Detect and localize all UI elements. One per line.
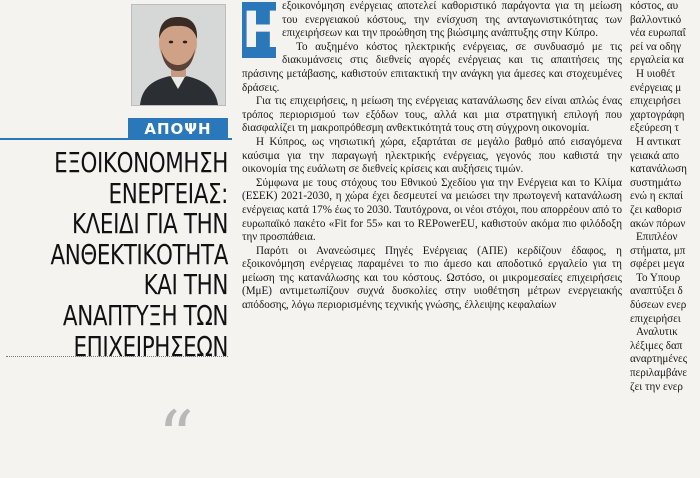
continuation-line: νέα ευρωπαΐ [630,27,686,40]
continuation-line: στήματα, μπ [630,244,686,257]
article-headline [4,148,228,362]
dropcap: Η [242,1,284,59]
continuation-line: Το Υπουρ [636,271,681,284]
author-portrait-image [132,5,225,105]
section-divider [0,138,232,140]
continuation-line: ακών πόρων [630,217,686,230]
article-paragraph: Η Κύπρος, ως νησιωτική χώρα, εξαρτάται σε μεγάλο βαθμό από εισαγόμενα καύσιμα για την παραγωγή ηλεκτρικής ενέργειας, γεγονός που καθιστά την οικονομία της ευάλωτη σε διεθνείς κρίσεις και αυξήσεις τιμών. [242,135,622,176]
continuation-line: Επιπλέον [636,231,678,244]
continuation-line: ζει την ενερ [630,380,683,393]
continuation-line: κόστος, αυ [630,0,679,12]
headline-column [0,0,232,478]
headline-line: ΕΝΕΡΓΕΙΑΣ: [108,177,228,210]
continuation-line: δύσεων ενερ [630,299,687,312]
continuation-line: κατανάλωση [630,163,687,176]
continuation-line: συστημάτω [630,176,682,189]
article-body-column [242,0,622,430]
continuation-line: Αναλυτικ [636,326,678,339]
continuation-line: Η υιοθέτ [636,67,676,80]
article-paragraph: Σύμφωνα με τους στόχους του Εθνικού Σχεδίου για την Ενέργεια και το Κλίμα (ΕΣΕΚ) 2021-2030, η χώρα έχει δεσμευτεί να μειώσει την πρωτογενή κατανάλωση ενέργειας κατά 17% έως το 2030. Ταυτόχρονα, οι νέοι στόχοι, που απορρέουν από το ευρωπαϊκό πακέτο «Fit for 55» και το REPowerEU, καθιστούν ακόμα πιο φιλόδοξη την προσπάθεια. [242,176,622,244]
continuation-line: ρεί να οδηγ [630,40,682,53]
continuation-line: επιχειρήσει [630,312,681,325]
section-label: ΑΠΟΨΗ [128,118,228,139]
continuation-line: εξεύρεση τ [630,122,679,135]
continuation-line: σφέρει μεγα [630,258,685,271]
continuation-line: ζει καθορισ [630,203,682,216]
continuation-line: ενώ η εκπαί [630,190,683,203]
continuation-line: περιλαμβάνε [630,367,688,380]
continuation-line: βαλλοντικό [630,13,682,26]
continuation-line: αναπτύξει δ [630,285,683,298]
headline-line: ΑΝΘΕΚΤΙΚΟΤΗΤΑ [50,238,228,271]
headline-line: ΕΞΟΙΚΟΝΟΜΗΣΗ [54,147,228,179]
continuation-line: χαρτογράφη [630,108,685,121]
continuation-line: επιχειρήσει [630,95,681,108]
continuation-line: γειακά απο [630,149,680,162]
continuation-line: λέξιμες δαπ [630,339,683,352]
continuation-line: ενέργειας μ [630,81,682,94]
headline-line: ΕΠΙΧΕΙΡΗΣΕΩΝ [73,330,229,363]
article-paragraph: Το αυξημένο κόστος ηλεκτρικής ενέργειας, σε συνδυασμό με τις διακυμάνσεις στις διεθνείς αγορές ενέργειας και τις απαιτήσεις της πράσινης μετάβασης, καθιστούν επιτακτική την ανάγκη για άμεσες και στοχευμένες δράσεις. [242,40,622,94]
article-continuation-column [630,0,700,430]
continuation-line: εργαλεία κα [630,54,684,67]
continuation-line: αναρτημένες [630,353,688,366]
author-photo [131,4,226,106]
headline-line: ΑΝΑΠΤΥΞΗ ΤΩΝ [62,299,228,332]
quote-mark-icon: “ [158,396,194,478]
continuation-line: Η αντικατ [636,135,681,148]
byline-rule [6,356,228,357]
article-paragraph: Η εξοικονόμηση ενέργειας αποτελεί καθοριστικό παράγοντα για τη μείωση του ενεργειακού κόστους, την ενίσχυση της ανταγωνιστικότητας των επιχειρήσεων και την προώθηση της βιώσιμης ανάπτυξης στην Κύπρο. [242,0,622,59]
headline-line: ΚΛΕΙΔΙ ΓΙΑ ΤΗΝ [71,208,228,241]
article-paragraph: Παρότι οι Ανανεώσιμες Πηγές Ενέργειας (ΑΠΕ) κερδίζουν έδαφος, η εξοικονόμηση ενέργειας παραμένει το πιο άμεσο και αποδοτικό εργαλείο για τη μείωση της κατανάλωσης και του κόστους. Ωστόσο, οι μικρομεσαίες επιχειρήσεις (ΜμΕ) αντιμετωπίζουν συχνά δυσκολίες στην υιοθέτηση μέτρων ενεργειακής απόδοσης, λόγω περιορισμένης τεχνικής γνώσης, έλλειψης κεφαλαίων [242,244,622,312]
headline-line: ΚΑΙ ΤΗΝ [143,269,228,302]
article-paragraph: Για τις επιχειρήσεις, η μείωση της ενέργειας κατανάλωσης δεν είναι απλώς ένας τρόπος περιορισμού των εξόδων τους, αλλά και μια στρατηγική επιλογή που διασφαλίζει τη μακροπρόθεσμη ανθεκτικότητά τους στη σύγχρονη οικονομία. [242,95,622,135]
